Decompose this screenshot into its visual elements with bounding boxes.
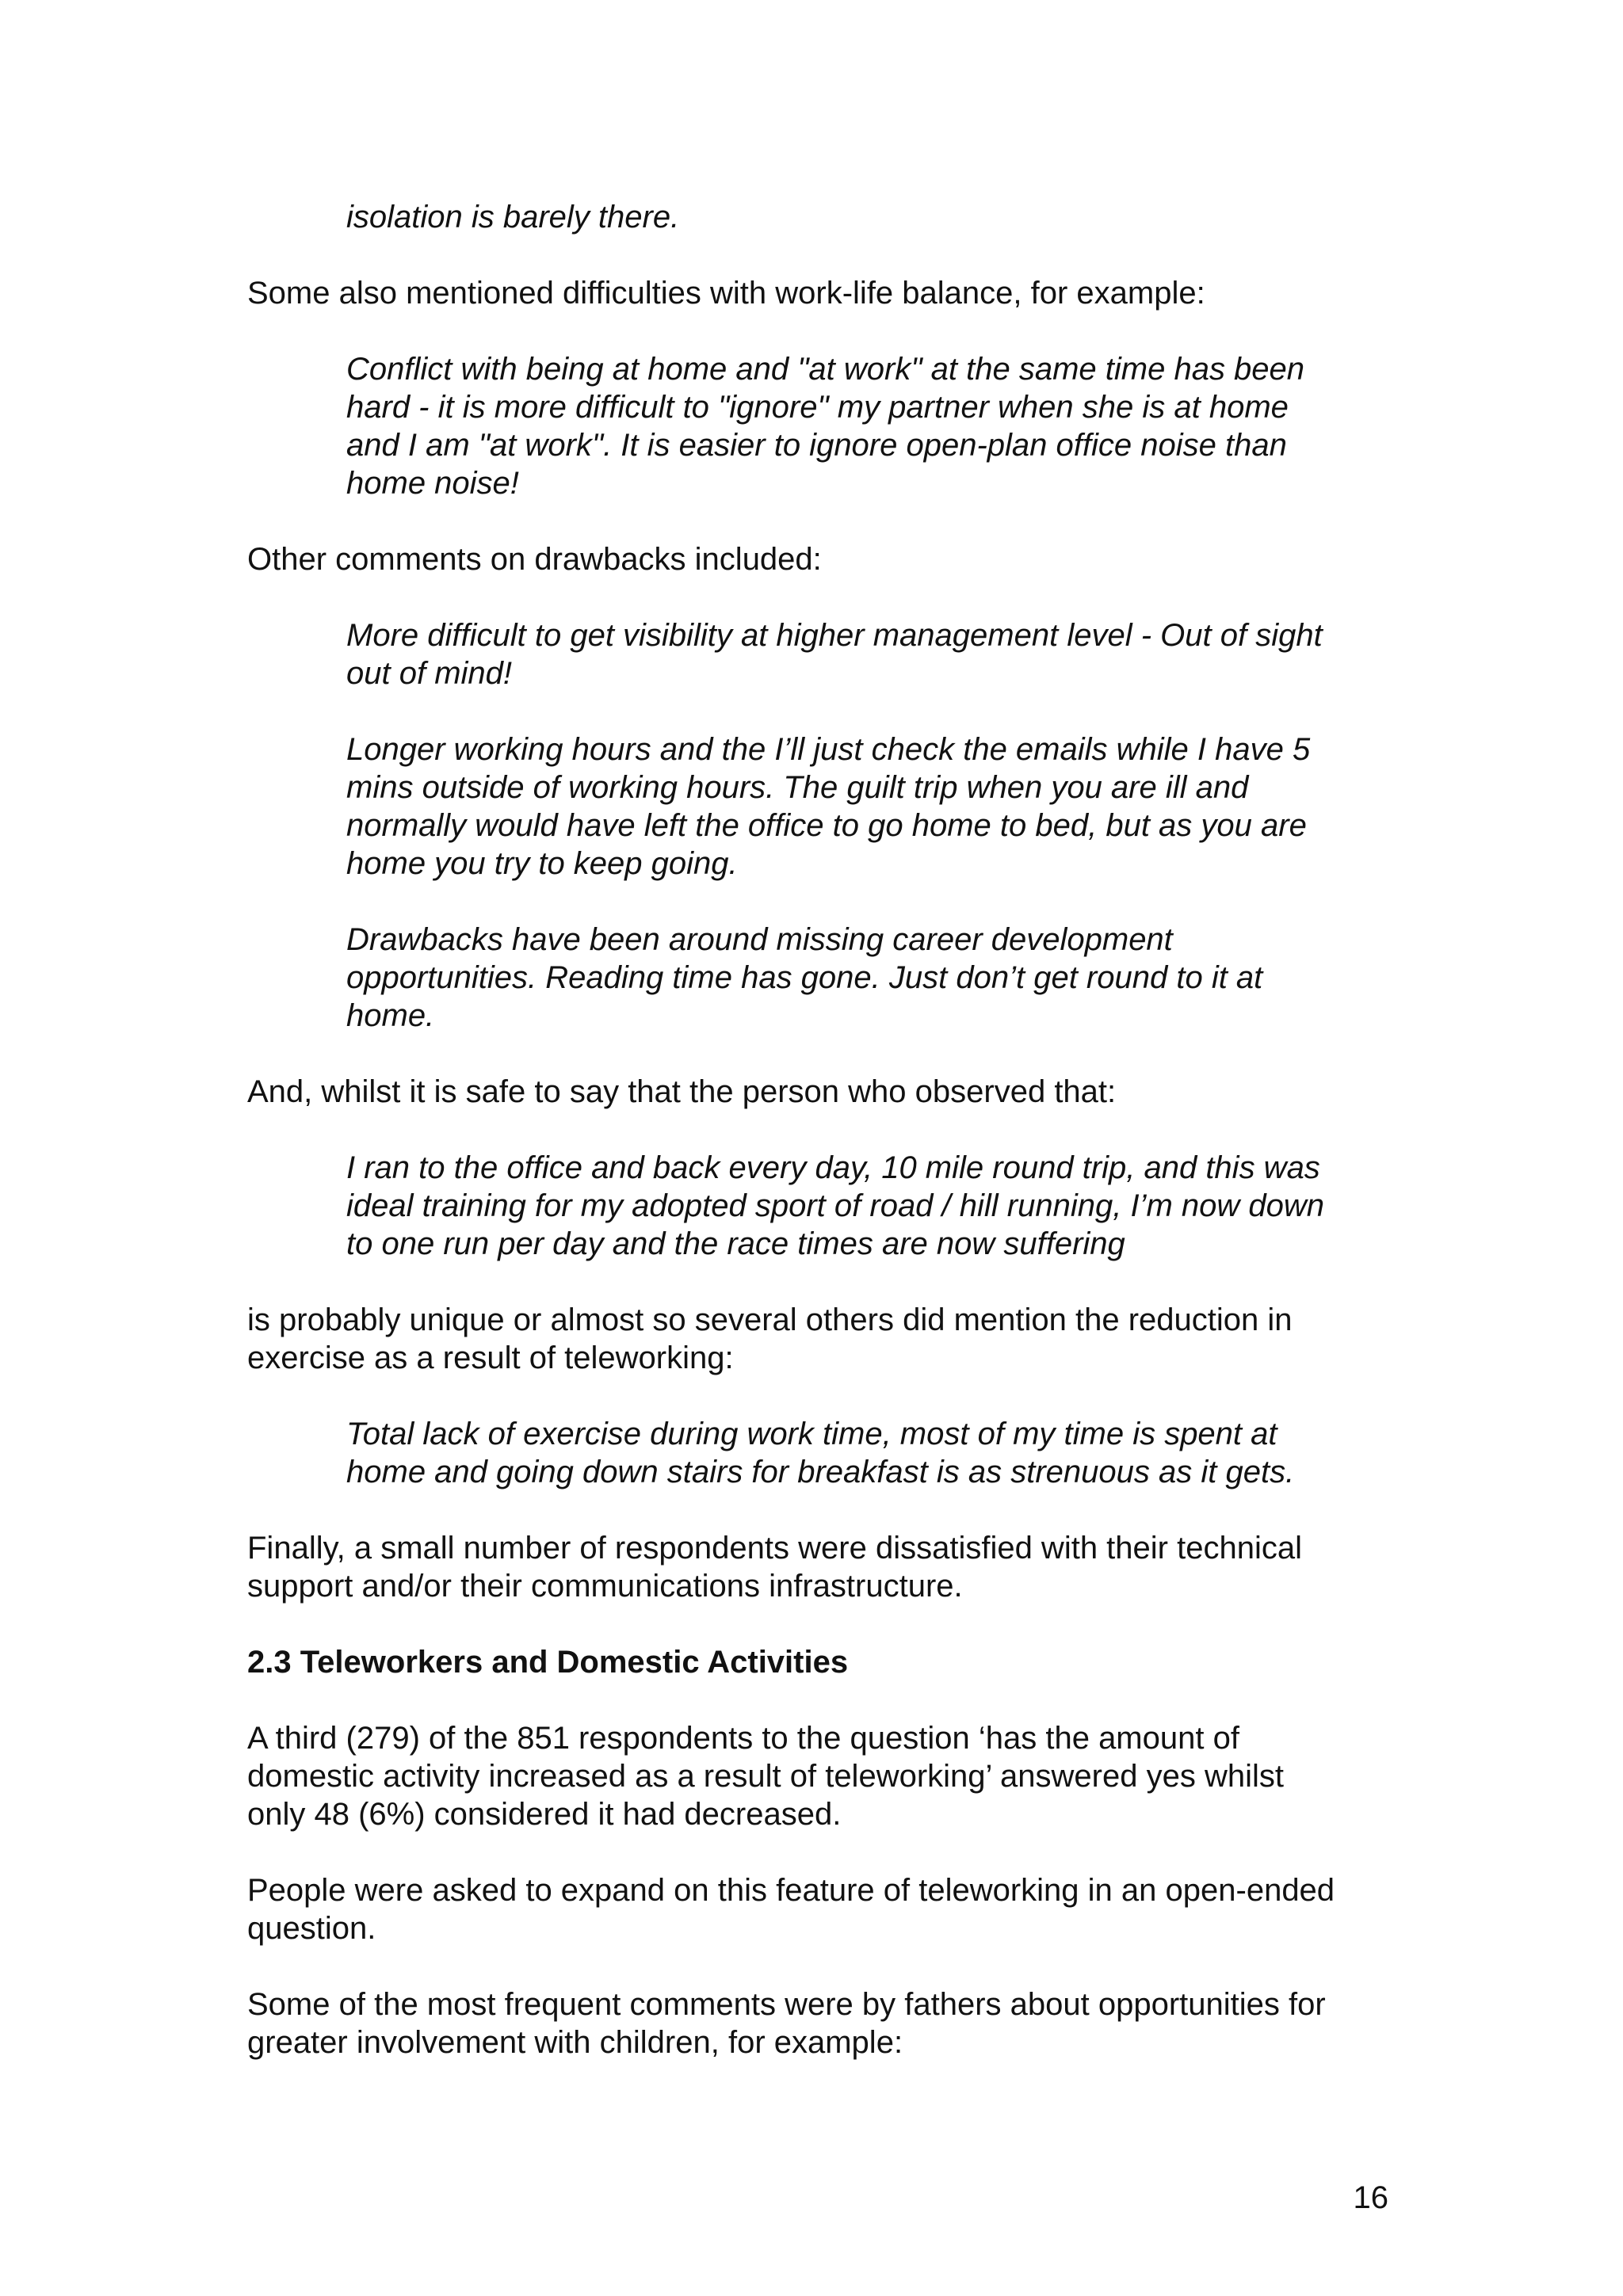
paragraph-exercise-reduction: is probably unique or almost so several others did mention the reduction in exercise as a result of teleworking:	[247, 1302, 1293, 1375]
quote-conflict-home-work: Conflict with being at home and "at work" at the same time has been hard - it is more difficult to "ignore" my partner when she is at home and I am "at work". It is easier to ignore open-plan office noise than home noise!	[346, 352, 1305, 501]
paragraph-fathers-children: Some of the most frequent comments were by fathers about opportunities for greater involvement with children, for example:	[247, 1987, 1326, 2060]
section-heading: 2.3 Teleworkers and Domestic Activities	[247, 1645, 849, 1680]
paragraph-open-ended-question: People were asked to expand on this feature of teleworking in an open-ended question.	[247, 1873, 1335, 1946]
paragraph-drawbacks-intro: Other comments on drawbacks included:	[247, 542, 822, 577]
quote-longer-hours: Longer working hours and the I’ll just check the emails while I have 5 mins outside of working hours. The guilt trip when you are ill and normally would have left the office to go home to bed, but as you are home you try to keep going.	[346, 732, 1311, 881]
paragraph-domestic-activity: A third (279) of the 851 respondents to the question ‘has the amount of domestic activity increased as a result of teleworking’ answered yes whilst only 48 (6%) considered it had decreased.	[247, 1721, 1284, 1832]
paragraph-observed-that: And, whilst it is safe to say that the person who observed that:	[247, 1074, 1117, 1109]
quote-running: I ran to the office and back every day, 10 mile round trip, and this was ideal training for my adopted sport of road / hill running, I’m now down to one run per day and the race times are now suffering	[346, 1150, 1325, 1261]
quote-lack-of-exercise: Total lack of exercise during work time, most of my time is spent at home and going down stairs for breakfast is as strenuous as it gets.	[346, 1417, 1295, 1489]
quote-isolation: isolation is barely there.	[346, 200, 680, 235]
paragraph-work-life-balance: Some also mentioned difficulties with work-life balance, for example:	[247, 276, 1205, 311]
paragraph-technical-support: Finally, a small number of respondents were dissatisfied with their technical support and/or their communications infrastructure.	[247, 1531, 1302, 1604]
quote-visibility: More difficult to get visibility at higher management level - Out of sight out of mind!	[346, 618, 1323, 691]
page-number: 16	[1353, 2180, 1388, 2215]
quote-career-development: Drawbacks have been around missing career development opportunities. Reading time has gone. Just don’t get round to it at home.	[346, 922, 1263, 1033]
